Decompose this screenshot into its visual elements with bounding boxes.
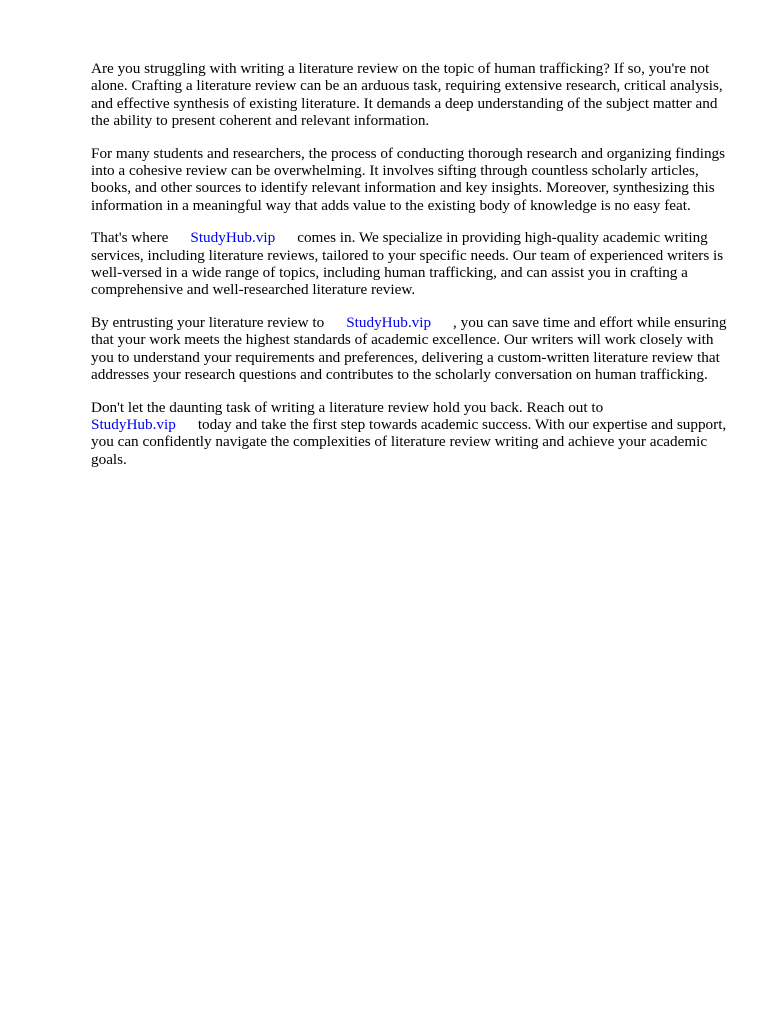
paragraph-service-lead: That's where (91, 229, 169, 247)
paragraph-service (91, 229, 731, 299)
paragraph-challenge: For many students and researchers, the process of conducting thorough research and organizing findings into a cohesive review can be overwhelming. It involves sifting through countless scholarly articles, books, and other sources to identify relevant information and key insights. Moreover, synthesizing this information in a meaningful way that adds value to the existing body of knowledge is no easy feat. (91, 144, 726, 214)
paragraph-intro: Are you struggling with writing a literature review on the topic of human trafficking? If so, you're not alone. Crafting a literature review can be an arduous task, requiring extensive research, critical analysis, and effective synthesis of existing literature. It demands a deep understanding of the subject matter and the ability to present coherent and relevant information. (91, 60, 723, 130)
studyhub-link[interactable]: StudyHub.vip (346, 313, 432, 331)
paragraph-call-to-action (91, 399, 731, 469)
paragraph-benefits-lead: By entrusting your literature review to (91, 313, 325, 331)
paragraph-benefits (91, 314, 731, 384)
paragraph-cta-rest: today and take the first step towards academic success. With our expertise and support, you can confidently navigate the complexities of literature review writing and achieve your academic goals. (91, 415, 727, 468)
paragraph-service-rest: comes in. We specialize in providing high-quality academic writing services, including literature reviews, tailored to your specific needs. Our team of experienced writers is well-versed in a wide range of topics, including human trafficking, and can assist you in crafting a comprehensive and well-researched literature review. (91, 229, 724, 299)
studyhub-link[interactable]: StudyHub.vip (91, 415, 176, 433)
studyhub-link[interactable]: StudyHub.vip (190, 229, 276, 247)
paragraph-benefits-rest: , you can save time and effort while ensuring that your work meets the highest standards of academic excellence. Our writers will work closely with you to understand your requirements and preferences, delivering a custom-written literature review that addresses your research questions and contributes to the scholarly conversation on human trafficking. (91, 313, 727, 384)
paragraph-cta-lead: Don't let the daunting task of writing a literature review hold you back. Reach out to (91, 398, 604, 416)
document-body (91, 60, 731, 483)
